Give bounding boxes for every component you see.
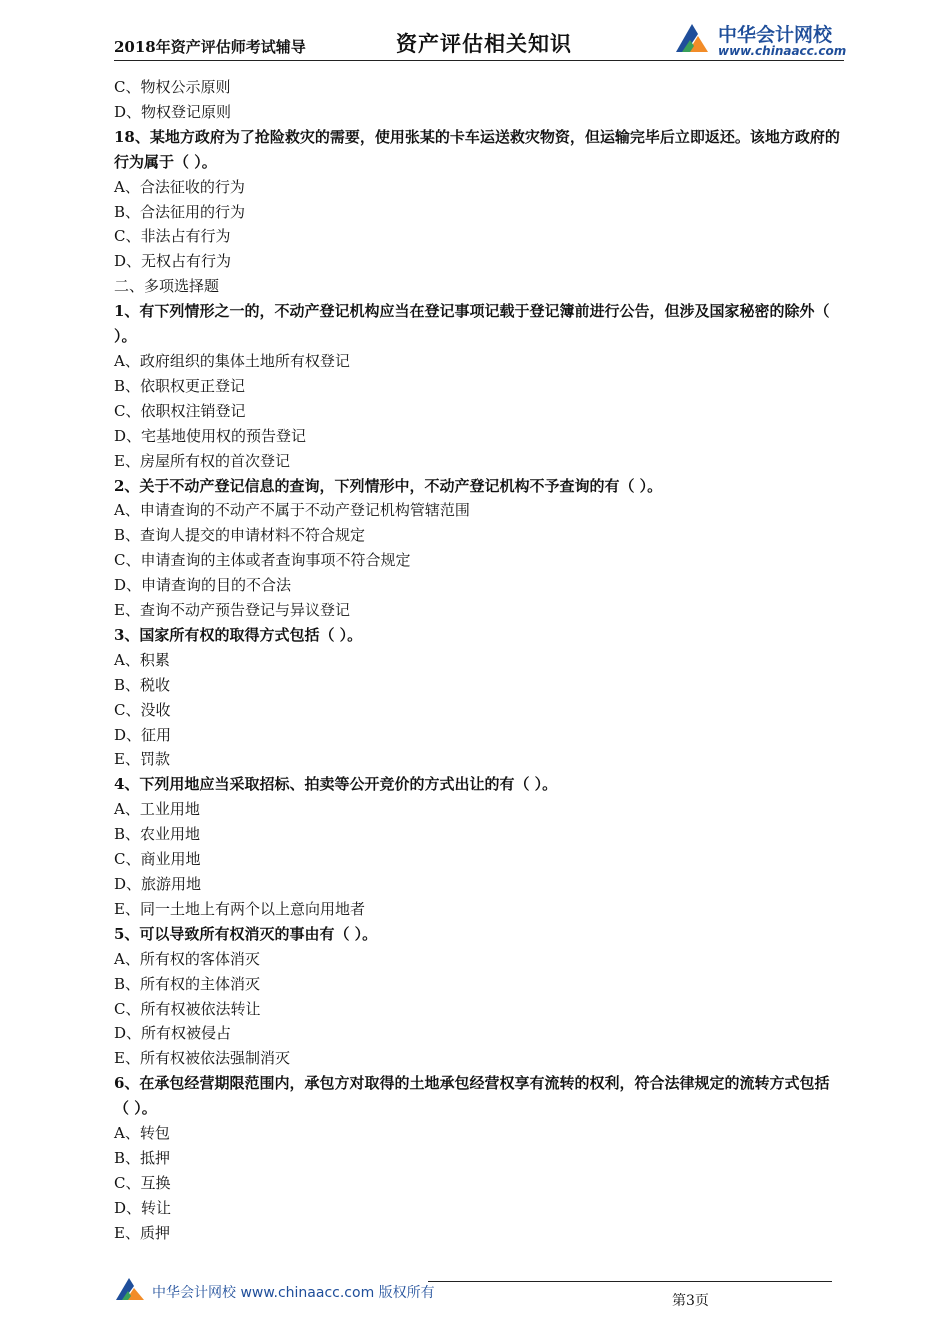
question-stem: 18、某地方政府为了抢险救灾的需要，使用张某的卡车运送救灾物资，但运输完毕后立即返还。该地方政府的行为属于（ ）。 bbox=[114, 127, 840, 171]
question-list bbox=[114, 75, 844, 1246]
answer-option: A、合法征收的行为 bbox=[114, 177, 245, 196]
answer-option: B、合法征用的行为 bbox=[114, 202, 246, 221]
logo-name: 中华会计网校 bbox=[718, 24, 833, 46]
header-divider bbox=[114, 60, 844, 61]
page-footer bbox=[114, 1274, 844, 1314]
answer-option: C、依职权注销登记 bbox=[114, 401, 246, 420]
answer-option: B、查询人提交的申请材料不符合规定 bbox=[114, 526, 366, 545]
page-header bbox=[114, 18, 847, 60]
answer-option: A、转包 bbox=[114, 1124, 170, 1143]
answer-option: A、所有权的客体消灭 bbox=[114, 949, 260, 968]
answer-option: C、所有权被依法转让 bbox=[114, 999, 261, 1018]
logo-url[interactable]: www.chinaacc.com bbox=[718, 44, 847, 58]
answer-option: C、申请查询的主体或者查询事项不符合规定 bbox=[114, 551, 411, 570]
answer-option: E、同一土地上有两个以上意向用地者 bbox=[114, 899, 365, 918]
answer-option: C、互换 bbox=[114, 1173, 171, 1192]
footer-divider bbox=[428, 1281, 832, 1282]
question-stem: 2、关于不动产登记信息的查询，下列情形中，不动产登记机构不予查询的有（ ）。 bbox=[114, 476, 663, 495]
answer-option: D、所有权被侵占 bbox=[114, 1024, 232, 1043]
question-stem: 4、下列用地应当采取招标、拍卖等公开竞价的方式出让的有（ ）。 bbox=[114, 775, 558, 794]
answer-option: B、税收 bbox=[114, 675, 171, 694]
question-stem: 3、国家所有权的取得方式包括（ ）。 bbox=[114, 625, 363, 644]
answer-option: D、无权占有行为 bbox=[114, 252, 232, 271]
answer-option: E、房屋所有权的首次登记 bbox=[114, 451, 290, 470]
answer-option: B、所有权的主体消灭 bbox=[114, 974, 261, 993]
answer-option: E、质押 bbox=[114, 1223, 170, 1242]
answer-option: D、宅基地使用权的预告登记 bbox=[114, 426, 307, 445]
chinaacc-logo[interactable] bbox=[672, 18, 847, 60]
answer-option: E、查询不动产预告登记与异议登记 bbox=[114, 601, 350, 620]
answer-option: C、商业用地 bbox=[114, 850, 201, 869]
answer-option: D、征用 bbox=[114, 725, 172, 744]
answer-option: E、罚款 bbox=[114, 750, 170, 769]
answer-option: A、申请查询的不动产不属于不动产登记机构管辖范围 bbox=[114, 501, 470, 520]
footer-logo-icon bbox=[114, 1276, 146, 1302]
answer-option: B、抵押 bbox=[114, 1148, 171, 1167]
answer-option: E、所有权被依法强制消灭 bbox=[114, 1049, 290, 1068]
question-stem: 5、可以导致所有权消灭的事由有（ ）。 bbox=[114, 924, 378, 943]
question-stem: 6、在承包经营期限范围内，承包方对取得的土地承包经营权享有流转的权利，符合法律规定的流转方式包括（ ）。 bbox=[114, 1074, 830, 1118]
section-heading: 二、多项选择题 bbox=[114, 277, 220, 296]
page-number: 第3页 bbox=[672, 1293, 709, 1309]
answer-option: A、政府组织的集体土地所有权登记 bbox=[114, 351, 350, 370]
subject-title: 资产评估相关知识 bbox=[396, 31, 572, 56]
answer-option: C、没收 bbox=[114, 700, 171, 719]
answer-option: D、物权登记原则 bbox=[114, 102, 232, 121]
logo-triangle-icon bbox=[672, 20, 712, 54]
exam-title: 2018年资产评估师考试辅导 bbox=[114, 38, 306, 56]
answer-option: A、工业用地 bbox=[114, 800, 200, 819]
answer-option: D、转让 bbox=[114, 1198, 172, 1217]
answer-option: D、申请查询的目的不合法 bbox=[114, 576, 292, 595]
footer-copyright: 中华会计网校 www.chinaacc.com 版权所有 bbox=[152, 1285, 435, 1301]
answer-option: B、依职权更正登记 bbox=[114, 376, 246, 395]
answer-option: C、物权公示原则 bbox=[114, 78, 231, 96]
answer-option: B、农业用地 bbox=[114, 825, 201, 844]
question-stem: 1、有下列情形之一的，不动产登记机构应当在登记事项记载于登记簿前进行公告，但涉及国家秘密的除外（ ）。 bbox=[114, 302, 830, 346]
answer-option: A、积累 bbox=[114, 650, 170, 669]
answer-option: C、非法占有行为 bbox=[114, 227, 231, 246]
answer-option: D、旅游用地 bbox=[114, 875, 202, 893]
